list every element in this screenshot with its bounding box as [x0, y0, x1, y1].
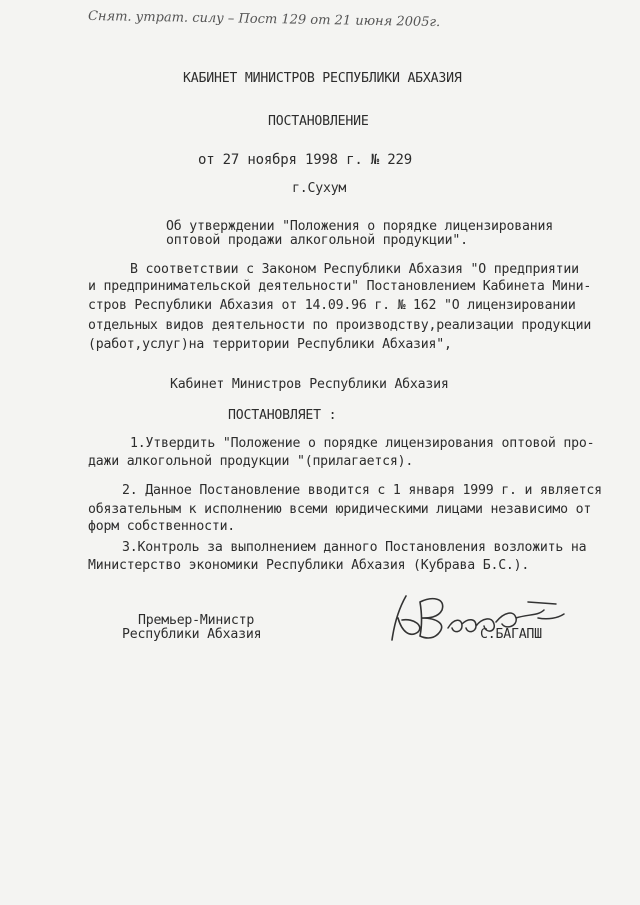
point-line: 2. Данное Постановление вводится с 1 января 1999 г. и является	[122, 483, 602, 498]
city: г.Сухум	[292, 181, 347, 196]
handwritten-signature	[388, 588, 578, 648]
handwritten-note: Снят. утрат. силу – Пост 129 от 21 июня 2005г.	[87, 8, 441, 31]
signatory-title: Премьер-Министр	[138, 613, 255, 628]
preamble-line: и предпринимательской деятельности" Постановлением Кабинета Мини-	[88, 279, 592, 294]
point-line: 3.Контроль за выполнением данного Постановления возложить на	[122, 540, 587, 555]
decree-heading: ПОСТАНОВЛЯЕТ :	[228, 408, 337, 423]
signatory-title: Республики Абхазия	[122, 627, 262, 642]
org-title: КАБИНЕТ МИНИСТРОВ РЕСПУБЛИКИ АБХАЗИЯ	[183, 71, 462, 86]
point-line: 1.Утвердить "Положение о порядке лицензирования оптовой про-	[130, 436, 595, 451]
preamble-line: (работ,услуг)на территории Республики Абхазия",	[88, 337, 452, 352]
preamble-line: В соответствии с Законом Республики Абхазия "О предприятии	[130, 262, 579, 277]
point-line: дажи алкогольной продукции "(прилагается).	[88, 454, 414, 469]
preamble-line: стров Республики Абхазия от 14.09.96 г. № 162 "О лицензировании	[88, 298, 576, 313]
subject-line: Об утверждении "Положения о порядке лицензирования	[166, 219, 553, 234]
cabinet-line: Кабинет Министров Республики Абхазия	[170, 377, 449, 392]
signatory-name: С.БАГАПШ	[480, 627, 542, 642]
point-line: форм собственности.	[88, 519, 236, 534]
preamble-line: отдельных видов деятельности по производству,реализации продукции	[88, 318, 592, 333]
subject-line: оптовой продажи алкогольной продукции".	[166, 233, 468, 248]
doc-type-title: ПОСТАНОВЛЕНИЕ	[268, 114, 369, 129]
point-line: обязательным к исполнению всеми юридическими лицами независимо от	[88, 502, 592, 517]
point-line: Министерство экономики Республики Абхазия (Кубрава Б.С.).	[88, 558, 530, 573]
date-number: от 27 ноября 1998 г. № 229	[198, 152, 412, 168]
